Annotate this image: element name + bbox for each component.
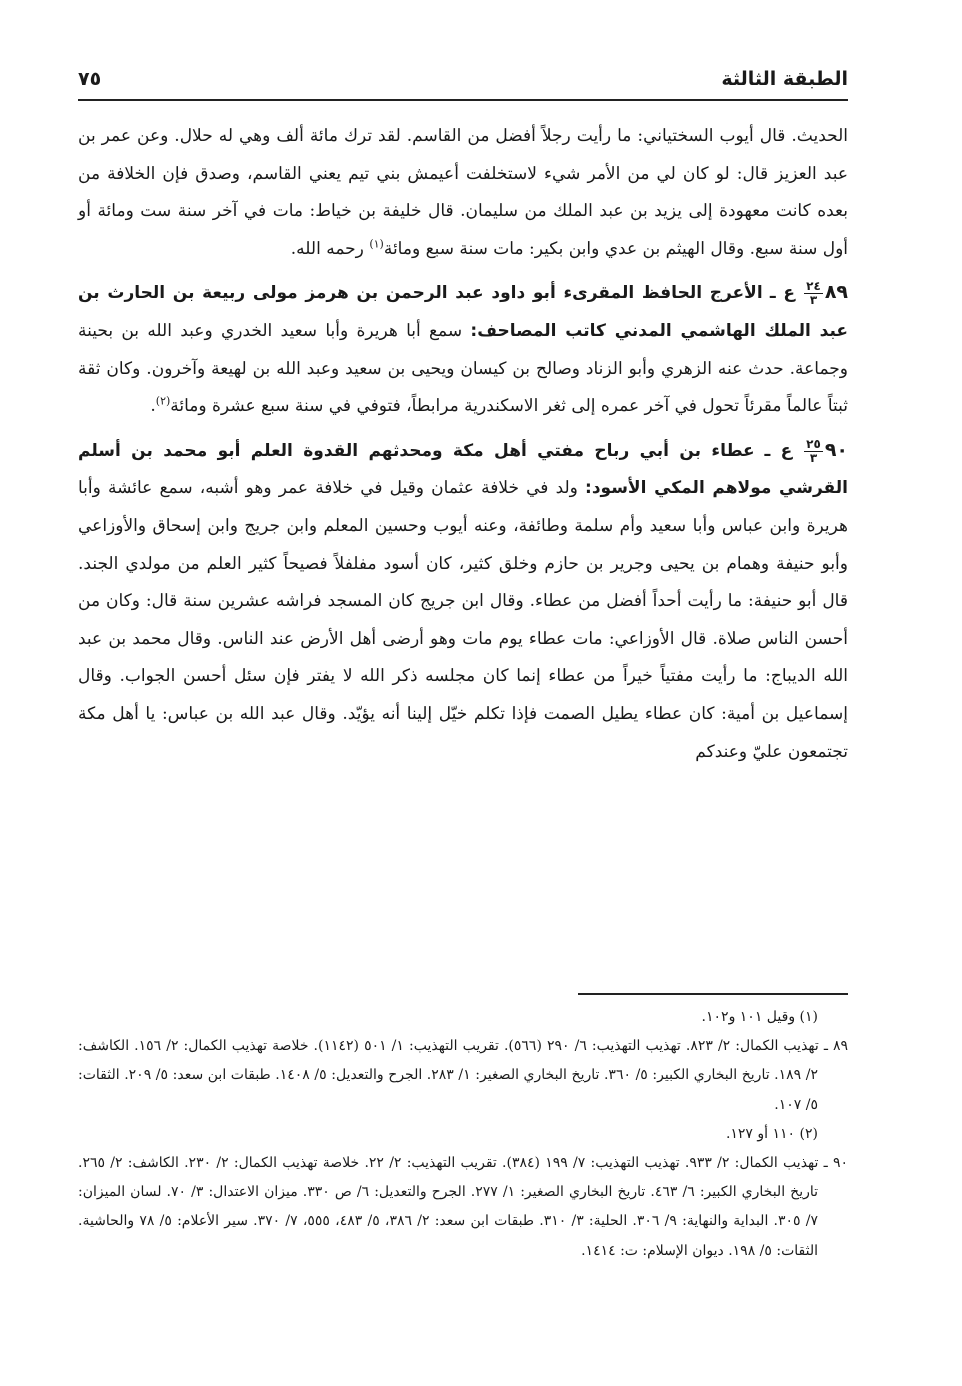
paragraph-continuation xyxy=(78,118,848,268)
paragraph-text: الحديث. قال أيوب السختياني: ما رأيت رجلاً أفضل من القاسم. لقد ترك مائة ألف وهي له حلال. وعن عمر بن عبد العزيز قال: لو كان لي من الأمر شيء لاستخلفت أعيمش بني تيم يعني القاسم، وصدق فإن الخلافة من بعده كانت معهودة إلى يزيد بن عبد الملك من سليمان. قال خليفة بن خياط: مات في آخر سنة ست ومائة أو أول سنة سبع. وقال الهيثم بن عدي وابن بكير: مات سنة سبع ومائة xyxy=(78,126,848,259)
page-header xyxy=(78,50,848,90)
sources-89: ٨٩ ـ تهذيب الكمال: ٢/ ٨٢٣. تهذيب التهذيب: ٦/ ٢٩٠ (٥٦٦). تقريب التهذيب: ١/ ٥٠١ (١١٤٢). خلاصة تهذيب الكمال: ٢/ ١٥٦. الكاشف: ٢/ ١٨٩. تاريخ البخاري الكبير: ٥/ ٣٦٠. تاريخ البخاري الصغير: ١/ ٢٨٣. الجرح والتعديل: ٥/ ١٤٠٨. طبقات ابن سعد: ٥/ ٢٠٩. الثقات: ٥/ ١٠٧. xyxy=(78,1038,849,1113)
sources-90: ٩٠ ـ تهذيب الكمال: ٢/ ٩٣٣. تهذيب التهذيب: ٧/ ١٩٩ (٣٨٤). تقريب التهذيب: ٢/ ٢٢. خلاصة تهذيب الكمال: ٢/ ٢٣٠. الكاشف: ٢/ ٢٦٥. تاريخ البخاري الكبير: ٦/ ٤٦٣. تاريخ البخاري الصغير: ١/ ٢٧٧. الجرح والتعديل: ٦/ ص ٣٣٠. ميزان الاعتدال: ٣/ ٧٠. لسان الميزان: ٧/ ٣٠٥. البداية والنهاية: ٩/ ٣٠٦. الحلية: ٣/ ٣١٠. طبقات ابن سعد: ٢/ ٣٨٦، ٥/ ٤٨٣، ٥٥٥، ٧/ ٣٧٠. سير الأعلام: ٥/ ٧٨ والحاشية. الثقات: ٥/ ١٩٨. ديوان الإسلام: ت: ١٤١٤. xyxy=(78,1155,849,1259)
footnote-marker-2: (٢) xyxy=(155,394,171,408)
entry-fraction xyxy=(804,438,823,465)
running-title: الطبقة الثالثة xyxy=(721,68,848,90)
entry-heading: الأعرج الحافظ المقرىء أبو داود عبد الرحمن بن هرمز مولى ربيعة بن الحارث بن عبد الملك الهاشمي المدني كاتب المصاحف: xyxy=(78,283,848,341)
footnote-2: (٢) ١١٠ أو ١٢٧. xyxy=(725,1125,818,1142)
fraction-bottom: ٣ xyxy=(809,450,818,465)
fraction-bottom: ٣ xyxy=(809,293,818,308)
entry-letter: ع ـ xyxy=(764,440,793,461)
entry-text: سمع أبا هريرة وأبا سعيد الخدري وعبد الله بن بحينة وجماعة. حدث عنه الزهري وأبو الزناد وصالح بن كيسان ويحيى بن سعيد وعبد الله بن لهيعة وآخرون. وكان ثقة ثبتاً عالماً مقرئاً تحول في آخر عمره إلى ثغر الاسكندرية مرابطاً، فتوفي في سنة سبع عشرة ومائة xyxy=(78,320,848,417)
entry-90 xyxy=(78,432,848,771)
footnotes xyxy=(78,1003,848,1266)
footnote-1: (١) وقيل ١٠١ و١٠٢. xyxy=(701,1009,818,1025)
footnote-rule xyxy=(578,993,848,995)
page-number: ٧٥ xyxy=(78,68,102,90)
entry-end: . xyxy=(150,396,156,417)
entry-heading: عطاء بن أبي رباح مفتي أهل مكة ومحدثهم القدوة العلم أبو محمد بن أسلم القرشي مولاهم المكي الأسود: xyxy=(78,440,848,499)
entry-89 xyxy=(78,274,848,425)
entry-number: ٨٩ xyxy=(824,281,849,304)
entry-letter: ع ـ xyxy=(769,283,795,304)
paragraph-end: رحمه الله. xyxy=(290,238,370,259)
entry-text: ولد في خلافة عثمان وقيل في خلافة عمر وهو أشبه، سمع عائشة وأبا هريرة وابن عباس وأبا سعيد وأم سلمة وطائفة، وعنه أيوب وحسين المعلم وابن جريج وابن إسحاق والأوزاعي وأبو حنيفة وهمام بن يحيى وجرير بن حازم وخلق كثير، كان أسود مفلفلاً فصيحاً كثير العلم من مولدي الجند. قال أبو حنيفة: ما رأيت أحداً أفضل من عطاء. وقال ابن جريج كان المسجد فراشه عشرين سنة قال: وكان من أحسن الناس صلاة. قال الأوزاعي: مات عطاء يوم مات وهو أرضى أهل الأرض عند الناس. وقال محمد بن عبد الله الديباج: ما رأيت مفتياً خيراً من عطاء إنما كان مجلسه ذكر الله لا يفتر فإن سئل أحسن الجواب. وقال إسماعيل بن أمية: كان عطاء يطيل الصمت فإذا تكلم خيّل إلينا أنه يؤيّد. وقال عبد الله بن عباس: يا أهل مكة تجتمعون عليّ وعندكم xyxy=(78,478,849,762)
fraction-top: ٢٥ xyxy=(806,436,821,451)
fraction-top: ٢٤ xyxy=(806,279,821,294)
footnote-marker-1: (١) xyxy=(369,237,384,251)
entry-number: ٩٠ xyxy=(824,438,849,461)
entry-fraction xyxy=(804,280,823,307)
header-rule xyxy=(78,99,848,101)
main-text xyxy=(78,118,848,771)
